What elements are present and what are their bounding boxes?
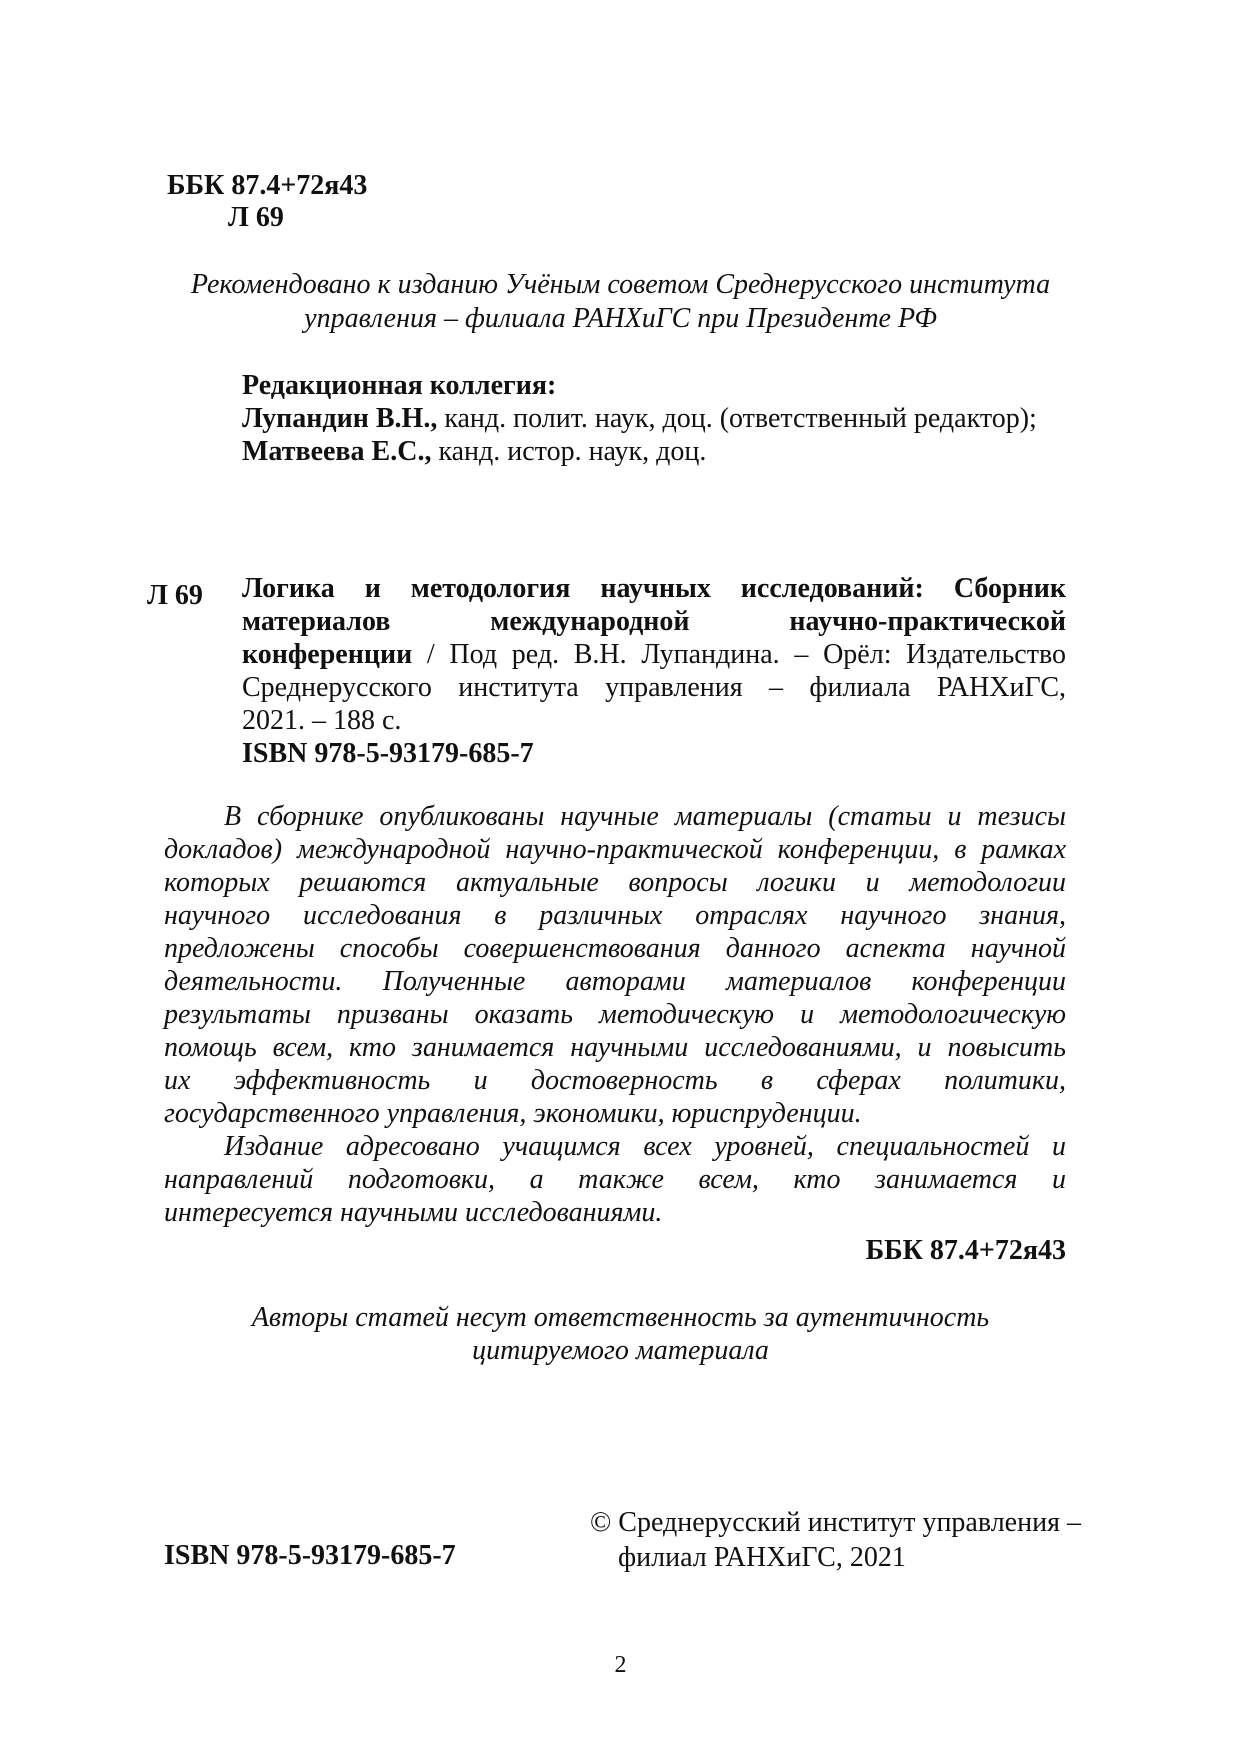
disclaimer [0, 1301, 1241, 1367]
disclaimer-line: цитируемого материала [472, 1335, 769, 1366]
abstract-line: докладов) международной научно-практической конференции, в рамках [164, 834, 1066, 865]
disclaimer-line: Авторы статей несут ответственность за аутентичность [251, 1302, 990, 1333]
editorial-board-title: Редакционная коллегия: [242, 370, 557, 401]
editorial-board-member [242, 402, 1037, 435]
abstract-line: деятельности. Полученные авторами материалов конференции [164, 966, 1066, 997]
abstract-line: предложены способы совершенствования данного аспекта научной [164, 933, 1066, 964]
copyright-line: © Среднерусский институт управления – [590, 1507, 1081, 1538]
page-number: 2 [614, 1652, 627, 1678]
bbk-code-right: ББК 87.4+72я43 [865, 1235, 1066, 1266]
catalog-imprint-line: 2021. – 188 с. [242, 705, 402, 736]
abstract-line: их эффективность и достоверность в сферах политики, [164, 1065, 1066, 1096]
catalog-entry [242, 572, 1066, 770]
catalog-isbn: ISBN 978-5-93179-685-7 [242, 738, 534, 769]
catalog-imprint: / Под ред. В.Н. Лупандина. – Орёл: Издательство [412, 639, 1066, 670]
abstract-line: В сборнике опубликованы научные материалы (статьи и тезисы [224, 801, 1066, 832]
catalog-title-end: конференции [242, 639, 413, 670]
bbk-code: ББК 87.4+72я43 [167, 170, 368, 201]
catalog-title-line [242, 638, 1066, 671]
isbn-footer: ISBN 978-5-93179-685-7 [164, 1540, 456, 1571]
recommendation-note [0, 268, 1241, 336]
abstract-line: интересуется научными исследованиями. [164, 1197, 663, 1228]
abstract-line: помощь всем, кто занимается научными исследованиями, и повысить [164, 1032, 1066, 1063]
abstract-line: которых решаются актуальные вопросы логики и методологии [164, 867, 1066, 898]
recommendation-line: управления – филиала РАНХиГС при Президенте РФ [304, 303, 937, 334]
abstract-line: научного исследования в различных отраслях научного знания, [164, 900, 1066, 931]
catalog-imprint-line: Среднерусского института управления – филиала РАНХиГС, [242, 672, 1066, 703]
abstract-line: Издание адресовано учащимся всех уровней, специальностей и [224, 1131, 1066, 1162]
abstract-line: направлений подготовки, а также всем, кто занимается и [164, 1164, 1066, 1195]
member-details: канд. полит. наук, доц. (ответственный редактор); [437, 403, 1037, 434]
catalog-title-line: материалов международной научно-практической [242, 606, 1066, 637]
member-details: канд. истор. наук, доц. [431, 436, 707, 467]
editorial-board [242, 369, 1037, 468]
author-mark: Л 69 [228, 202, 284, 233]
editorial-board-member [242, 435, 1037, 468]
abstract-line: результаты призваны оказать методическую и методологическую [164, 999, 1066, 1030]
abstract-line: государственного управления, экономики, юриспруденции. [164, 1098, 862, 1129]
copyright-line: филиал РАНХиГС, 2021 [618, 1542, 906, 1573]
member-name: Лупандин В.Н., [242, 403, 438, 434]
catalog-title-line: Логика и методология научных исследований: Сборник [242, 573, 1066, 604]
member-name: Матвеева Е.С., [242, 436, 432, 467]
abstract [164, 800, 1066, 1229]
recommendation-line: Рекомендовано к изданию Учёным советом Среднерусского института [190, 269, 1051, 300]
copyright [590, 1505, 1081, 1575]
catalog-mark: Л 69 [147, 580, 203, 611]
